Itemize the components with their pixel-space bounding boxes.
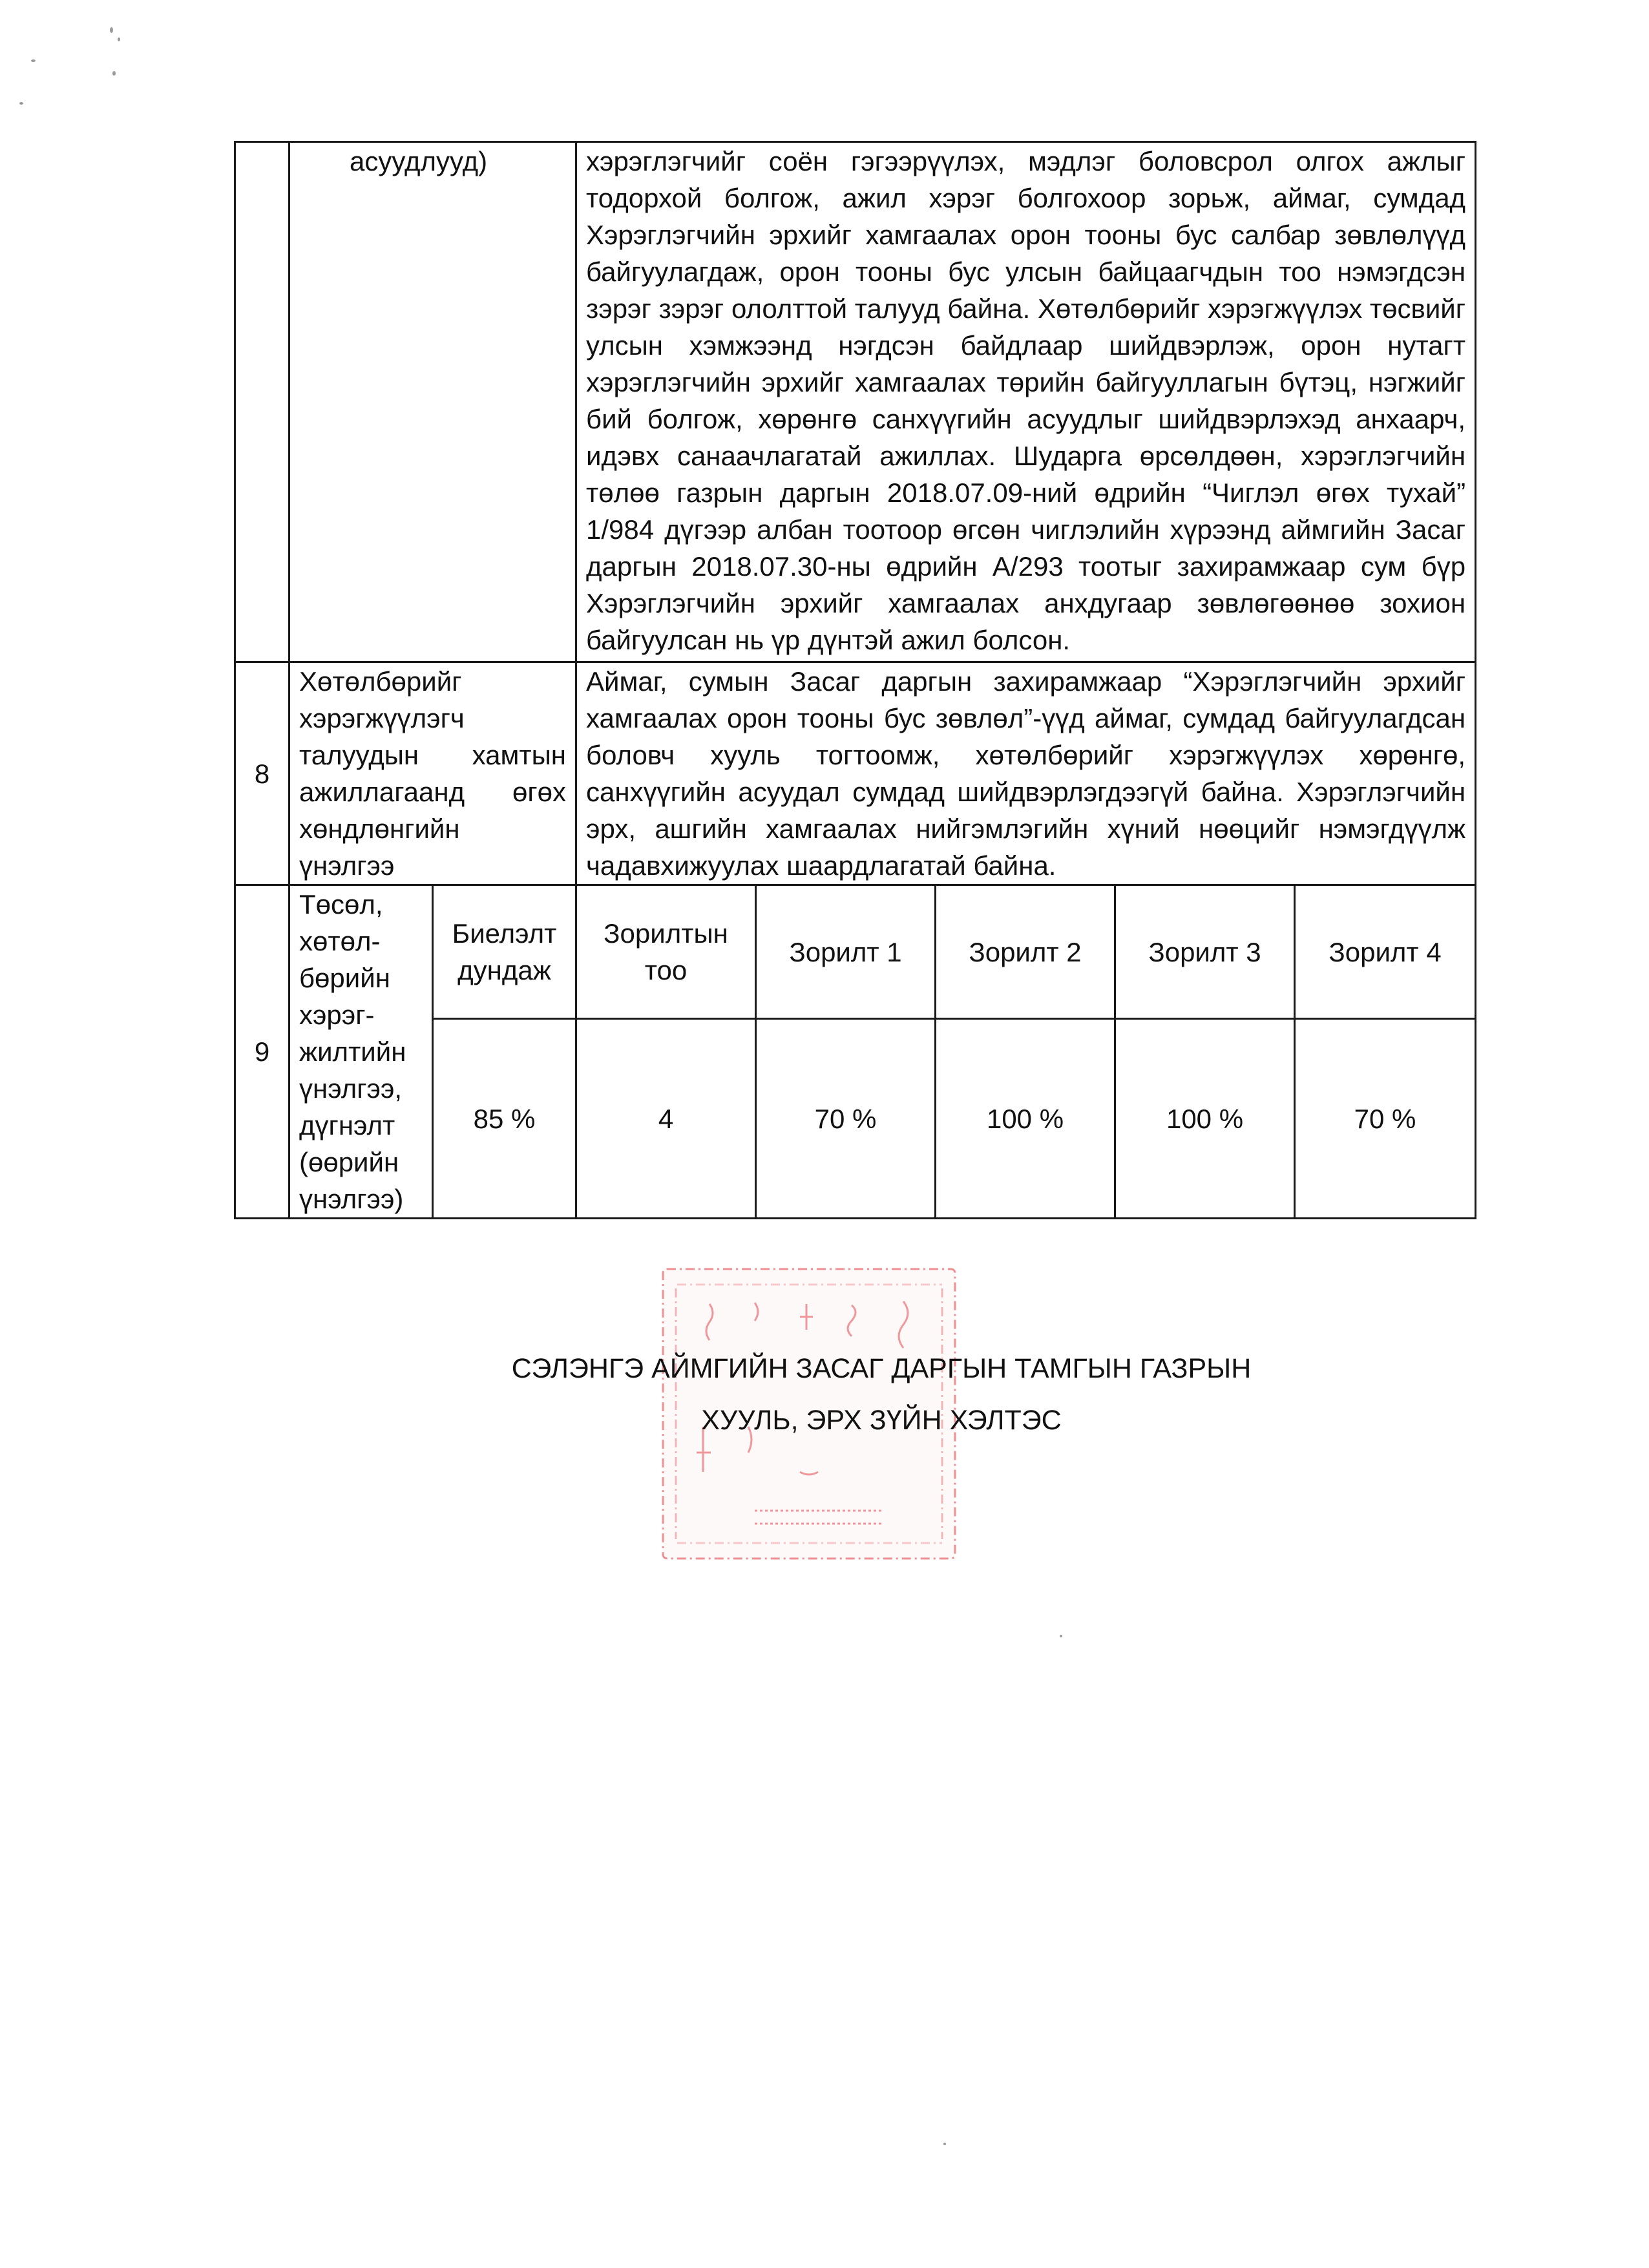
header-average-cell [433,885,576,1019]
row-number-cell [235,885,289,1219]
footer-line-1: СЭЛЭНГЭ АЙМГИЙН ЗАСАГ ДАРГЫН ТАМГЫН ГАЗРЫН [511,1353,1252,1384]
header-count-cell [576,885,756,1019]
header-average-line: Биелэлт [452,918,557,949]
scan-speck [943,2143,946,2145]
value-count: 4 [658,1103,674,1134]
criterion-label-line: Хөтөлбөрийг [299,666,462,697]
footer-line-2: ХУУЛЬ, ЭРХ ЗҮЙН ХЭЛТЭС [701,1405,1062,1436]
criterion-label-line: хэрэг- [299,1000,375,1030]
assessment-content-cell [576,142,1476,662]
assessment-text: хэрэглэгчийг соён гэгээрүүлэх, мэдлэг боловсрол олгох ажлыг тодорхой болгож, ажил хэрэг болгохоор зорьж, аймаг, сумдад Хэрэглэгчийн эрхийг хамгаалах орон тооны бус салбар зөвлөлүүд байгуулагдаж, орон тооны бус улсын байцаагчдын тоо нэмэгдсэн зэрэг зэрэг ололттой талууд байна. Хөтөлбөрийг хэрэгжүүлэх төсвийг улсын хэмжээнд нэгдсэн байдлаар шийдвэрлэж, орон нутагт хэрэглэгчийн эрхийг хамгаалах төрийн байгууллагын бүтэц, нэгжийг бий болгож, хөрөнгө санхүүгийн асуудлыг шийдвэрлэхэд анхаарч, идэвх санаачлагатай ажиллах. Шударга өрсөлдөөн, хэрэглэгчийн төлөө газрын даргын 2018.07.09-ний өдрийн “Чиглэл өгөх тухай” 1/984 дүгээр албан тоотоор өгсөн чиглэлийн хүрээнд аймгийн Засаг даргын 2018.07.30-ны өдрийн А/293 тоотыг захирамжаар сум бүр Хэрэглэгчийн эрхийг хамгаалах анхдугаар зөвлөгөөнөө зохион байгуулсан нь үр дүнтэй ажил болсон. [586,146,1466,655]
scan-speck [118,37,120,41]
scan-speck [1060,1635,1062,1637]
header-goal-1-label: Зорилт 1 [789,936,902,967]
value-goal-3-cell [1115,1019,1295,1219]
criterion-label-line: үнэлгээ [299,850,395,881]
criterion-label-line: хэрэгжүүлэгч [299,703,465,733]
criterion-label-line: (өөрийн [299,1147,399,1177]
header-goal-3-label: Зорилт 3 [1148,936,1261,967]
table-row-continued [235,142,1476,662]
scan-speck [110,27,113,33]
criterion-label-line: үнэлгээ, [299,1073,403,1104]
criterion-label-line: үнэлгээ) [299,1184,404,1214]
criterion-label-cell [289,662,576,885]
value-goal-2: 100 % [986,1103,1064,1134]
criterion-label-line: дүгнэлт [299,1110,395,1140]
value-average: 85 % [473,1103,536,1134]
signature-department-line-2 [57,1401,1649,1440]
evaluation-table [234,141,1476,1219]
value-average-cell [433,1019,576,1219]
value-goal-2-cell [936,1019,1115,1219]
criterion-label: асуудлууд) [350,146,488,176]
header-goal-3 [1115,885,1295,1019]
criterion-label-line: бөрийн [299,963,390,993]
row-number: 8 [254,758,270,789]
criterion-label-line: жилтийн [299,1036,406,1067]
header-goal-2 [936,885,1115,1019]
criterion-label-line: хөтөл- [299,926,381,956]
table-row-9-header [235,885,1476,1019]
criterion-label-line: хөндлөнгийн [299,814,460,844]
row-number-cell [235,662,289,885]
table-row-8 [235,662,1476,885]
criterion-label-cell [289,885,433,1219]
header-goal-4-label: Зорилт 4 [1329,936,1442,967]
signature-department-line-1 [57,1349,1649,1388]
value-goal-4: 70 % [1354,1103,1416,1134]
value-goal-3: 100 % [1166,1103,1244,1134]
value-count-cell [576,1019,756,1219]
criterion-label-line: ажиллагаанд өгөх [299,777,567,807]
header-average-line: дундаж [457,955,551,985]
header-goal-1 [756,885,936,1019]
header-goal-4 [1295,885,1476,1019]
scan-speck [31,59,36,62]
criterion-label-cell [289,142,576,662]
header-goal-2-label: Зорилт 2 [969,936,1082,967]
value-goal-1-cell [756,1019,936,1219]
assessment-text: Аймаг, сумын Засаг даргын захирамжаар “Хэрэглэгчийн эрхийг хамгаалах орон тооны бус зөвлөл”-үүд аймаг, сумдад байгуулагдсан боловч хууль тогтоомж, хөтөлбөрийг хэрэгжүүлэх хөрөнгө, санхүүгийн асуудал сумдад шийдвэрлэгдээгүй байна. Хэрэглэгчийн эрх, ашгийн хамгаалах нийгэмлэгийн хүний нөөцийг нэмэгдүүлж чадавхижуулах шаардлагатай байна. [586,666,1466,881]
scan-speck [19,102,23,105]
value-goal-1: 70 % [814,1103,877,1134]
scan-speck [112,71,116,76]
row-number-cell [235,142,289,662]
value-goal-4-cell [1295,1019,1476,1219]
criterion-label-line: талуудын хамтын [299,740,567,770]
assessment-content-cell [576,662,1476,885]
criterion-label-line: Төсөл, [299,889,383,919]
header-count-line: тоо [644,955,688,985]
header-count-line: Зорилтын [604,918,728,949]
row-number: 9 [254,1036,270,1067]
